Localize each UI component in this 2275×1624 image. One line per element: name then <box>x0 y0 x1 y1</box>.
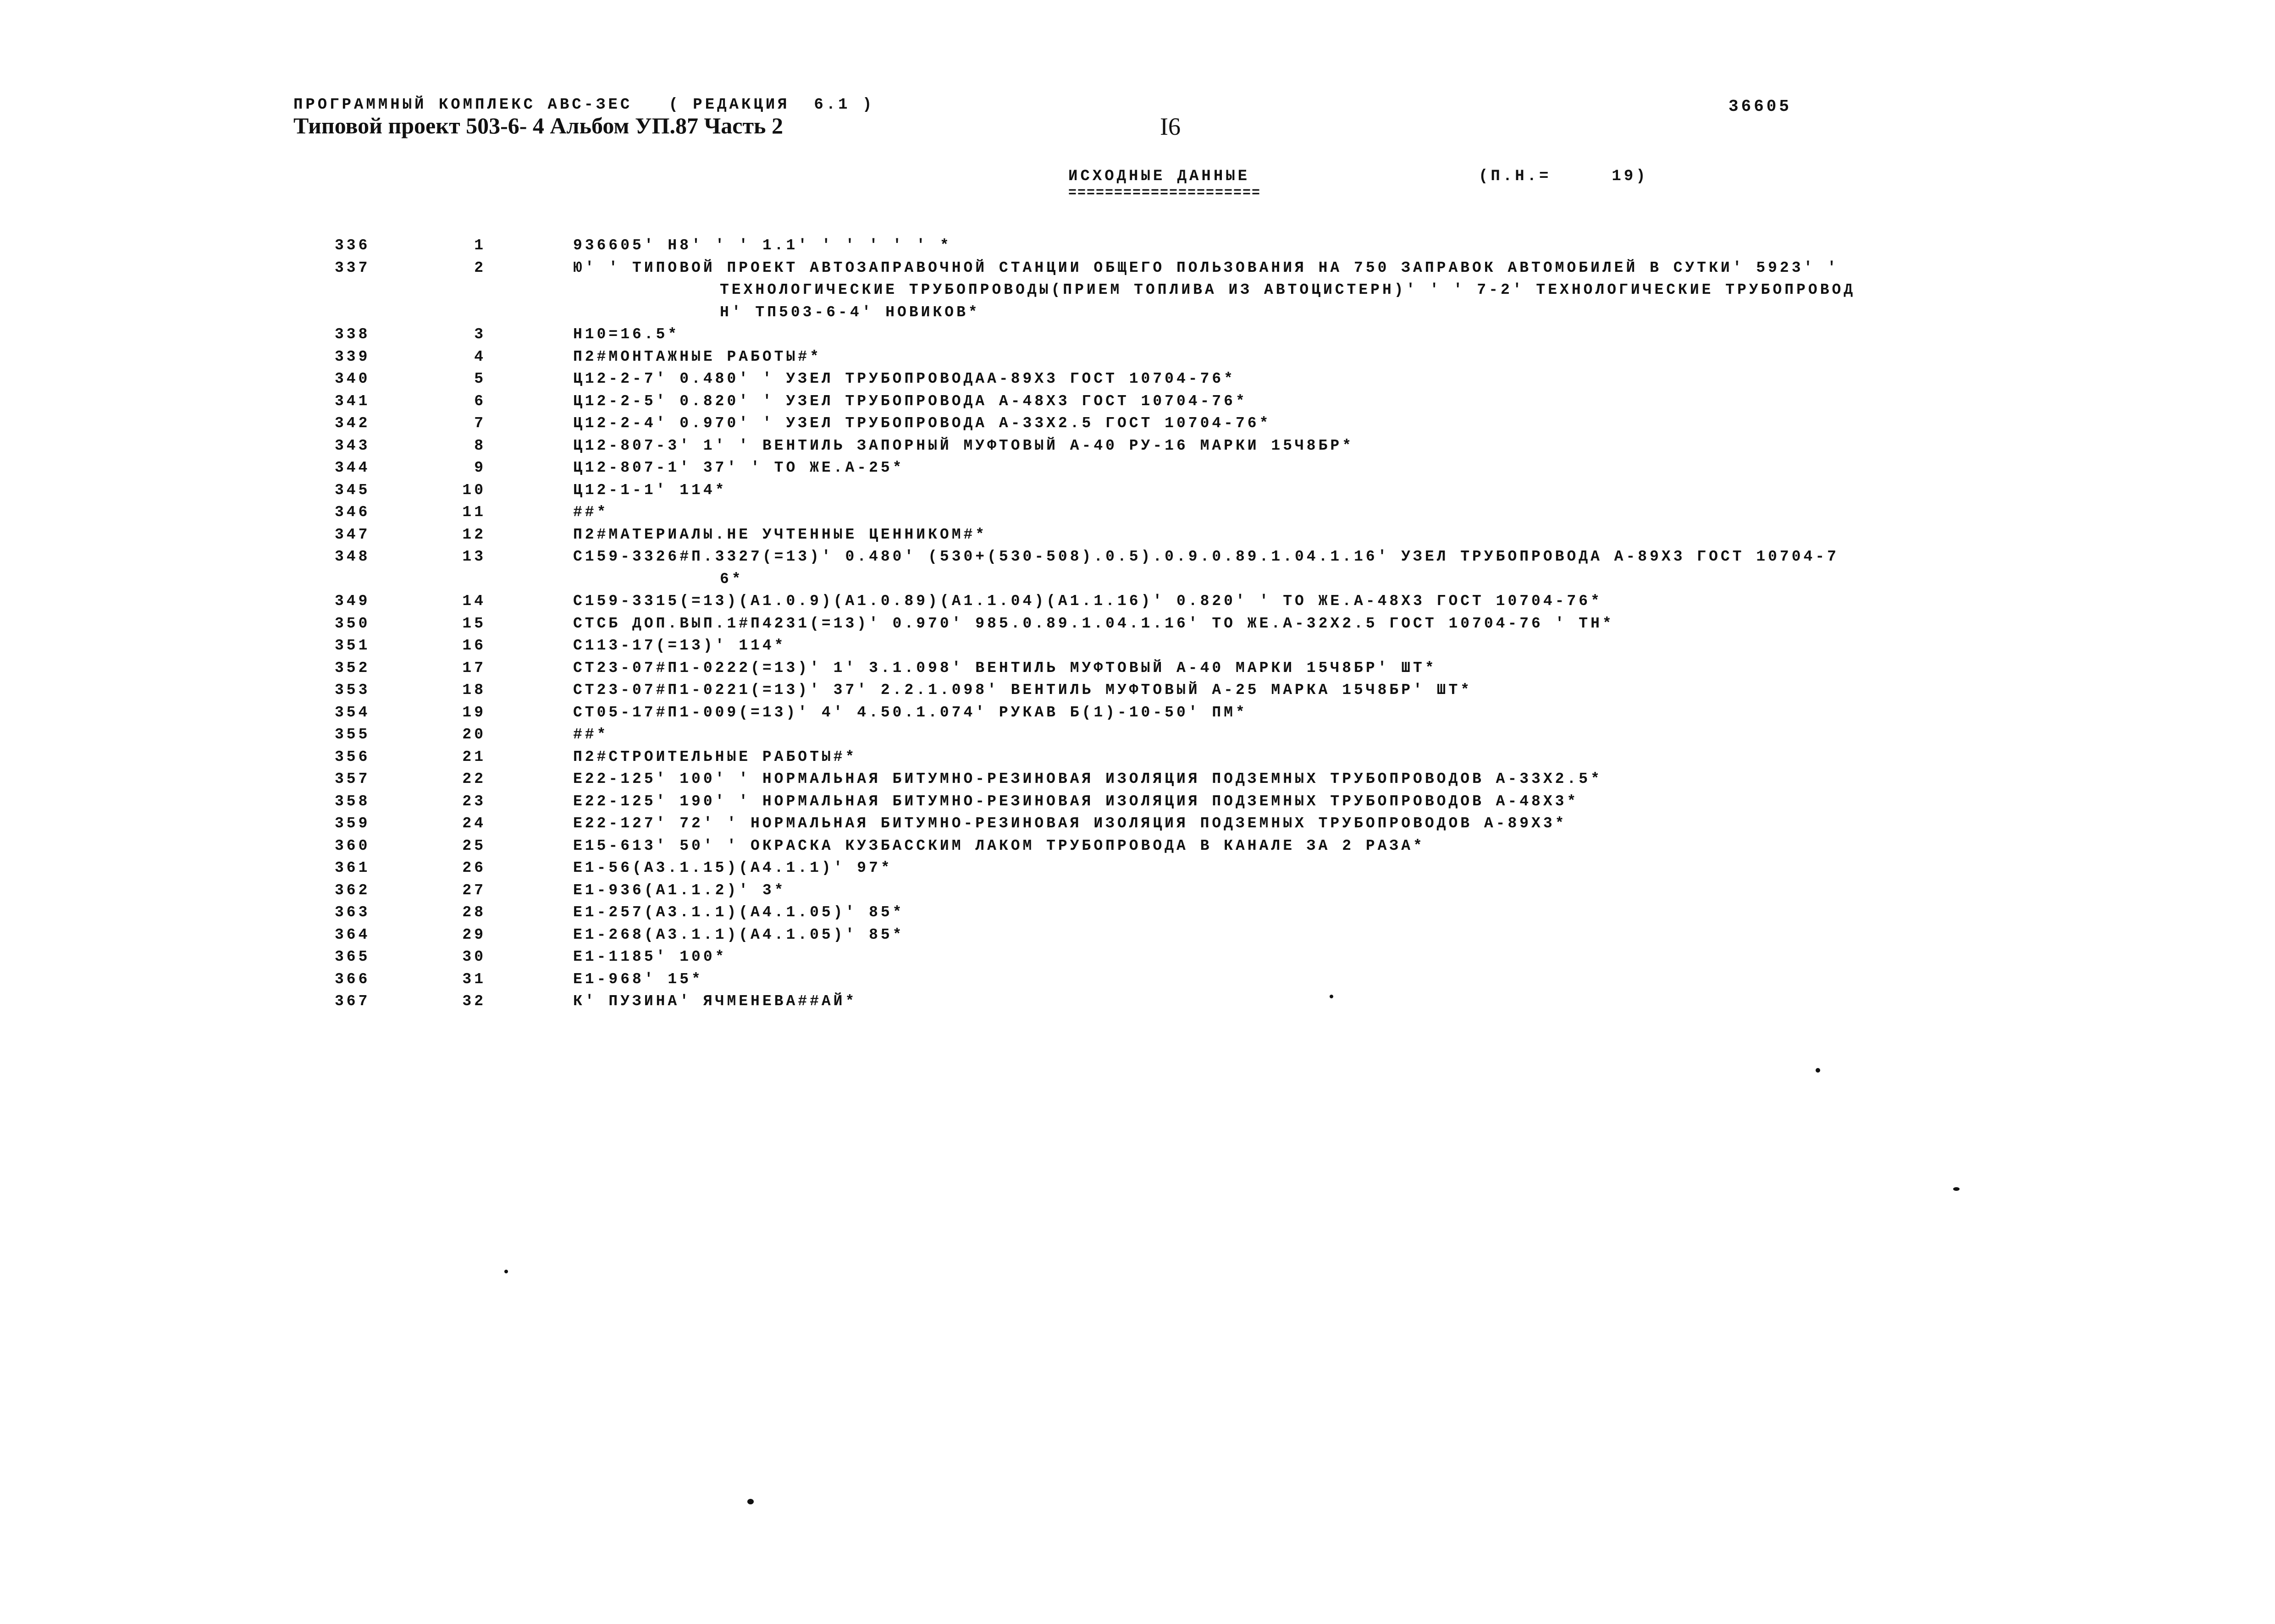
record-text-main: К' ПУЗИНА' ЯЧМЕНЕВА##АЙ* <box>573 993 857 1010</box>
record-text <box>573 368 2275 391</box>
sequence-number: 10 <box>462 481 486 499</box>
sequence-number: 3 <box>474 326 486 343</box>
record-text-main: Е1-268(А3.1.1)(А4.1.05)' 85* <box>573 926 905 943</box>
line-number: 367 <box>335 993 370 1010</box>
listing-row <box>275 546 2036 590</box>
listing-row <box>275 235 2036 257</box>
line-number: 344 <box>335 459 370 476</box>
listing-row <box>275 391 2036 413</box>
record-text-main: С159-3315(=13)(А1.0.9)(А1.0.89)(А1.1.04)(А1.1.16)' 0.820' ' ТО ЖЕ.А-48Х3 ГОСТ 10704-76* <box>573 593 1602 610</box>
listing-row <box>275 457 2036 479</box>
line-number: 365 <box>335 948 370 965</box>
record-text-main: Е1-56(А3.1.15)(А4.1.1)' 97* <box>573 859 893 876</box>
line-number: 339 <box>335 348 370 365</box>
record-text-main: С113-17(=13)' 114* <box>573 637 786 654</box>
record-text <box>573 835 2275 858</box>
record-text-main: СТСБ ДОП.ВЫП.1#П4231(=13)' 0.970' 985.0.89.1.04.1.16' ТО ЖЕ.А-32Х2.5 ГОСТ 10704-76 ' ТН* <box>573 615 1614 632</box>
record-text-main: С159-3326#П.3327(=13)' 0.480' (530+(530-508).0.5).0.9.0.89.1.04.1.16' УЗЕЛ ТРУБОПРОВОДА А-89Х3 ГОСТ 10704-7 <box>573 548 1839 565</box>
record-text-main: П2#МАТЕРИАЛЫ.НЕ УЧТЕННЫЕ ЦЕННИКОМ#* <box>573 526 988 543</box>
record-text <box>573 346 2275 369</box>
line-number: 343 <box>335 437 370 454</box>
record-text-main: Е22-125' 100' ' НОРМАЛЬНАЯ БИТУМНО-РЕЗИНОВАЯ ИЗОЛЯЦИЯ ПОДЗЕМНЫХ ТРУБОПРОВОДОВ А-33Х2.5* <box>573 771 1602 787</box>
record-text <box>573 590 2275 613</box>
line-number: 337 <box>335 259 370 276</box>
sequence-number: 17 <box>462 659 486 677</box>
record-text-main: ##* <box>573 726 609 743</box>
record-text <box>573 457 2275 479</box>
line-number: 362 <box>335 881 370 899</box>
listing-row <box>275 613 2036 635</box>
record-text <box>573 791 2275 813</box>
sequence-number: 15 <box>462 615 486 632</box>
record-text <box>573 613 2275 635</box>
line-number: 342 <box>335 415 370 432</box>
record-text-main: П2#СТРОИТЕЛЬНЫЕ РАБОТЫ#* <box>573 748 857 765</box>
line-number: 346 <box>335 504 370 521</box>
listing-row <box>275 924 2036 947</box>
listing-row <box>275 857 2036 880</box>
record-text-main: СТ23-07#П1-0222(=13)' 1' 3.1.098' ВЕНТИЛЬ МУФТОВЫЙ А-40 МАРКИ 15Ч8БР' ШТ* <box>573 659 1437 677</box>
line-number: 347 <box>335 526 370 543</box>
listing-row <box>275 768 2036 791</box>
listing-row <box>275 679 2036 702</box>
program-header: ПРОГРАММНЫЙ КОМПЛЕКС АВС-ЗЕС ( РЕДАКЦИЯ 6.1 ) <box>293 96 875 114</box>
sequence-number: 9 <box>474 459 486 476</box>
section-title: ИСХОДНЫЕ ДАННЫЕ <box>1068 168 1250 185</box>
record-text-main: Ц12-807-3' 1' ' ВЕНТИЛЬ ЗАПОРНЫЙ МУФТОВЫЙ А-40 РУ-16 МАРКИ 15Ч8БР* <box>573 437 1354 454</box>
record-text-main: Ц12-2-5' 0.820' ' УЗЕЛ ТРУБОПРОВОДА А-48Х3 ГОСТ 10704-76* <box>573 392 1248 410</box>
sequence-number: 12 <box>462 526 486 543</box>
record-text <box>573 679 2275 702</box>
record-text <box>573 235 2275 257</box>
record-text-continuation: Н' ТП503-6-4' НОВИКОВ* <box>720 303 980 321</box>
sequence-number: 27 <box>462 881 486 899</box>
record-text <box>573 702 2275 724</box>
scan-speck <box>504 1270 508 1273</box>
line-number: 349 <box>335 593 370 610</box>
line-number: 353 <box>335 682 370 699</box>
record-text-main: Ц12-2-7' 0.480' ' УЗЕЛ ТРУБОПРОВОДАА-89Х3 ГОСТ 10704-76* <box>573 370 1236 387</box>
listing-row <box>275 435 2036 457</box>
line-number: 355 <box>335 726 370 743</box>
sequence-number: 32 <box>462 993 486 1010</box>
record-text <box>573 501 2275 524</box>
listing-row <box>275 791 2036 813</box>
record-text-main: Е1-968' 15* <box>573 970 703 988</box>
sequence-number: 21 <box>462 748 486 765</box>
record-text-main: СТ23-07#П1-0221(=13)' 37' 2.2.1.098' ВЕНТИЛЬ МУФТОВЫЙ А-25 МАРКА 15Ч8БР' ШТ* <box>573 682 1473 699</box>
record-text <box>573 880 2275 902</box>
listing-row <box>275 946 2036 969</box>
page-number: I6 <box>1160 113 1181 140</box>
line-number: 351 <box>335 637 370 654</box>
line-number: 348 <box>335 548 370 565</box>
record-text-continuation: ТЕХНОЛОГИЧЕСКИЕ ТРУБОПРОВОДЫ(ПРИЕМ ТОПЛИВА ИЗ АВТОЦИСТЕРН)' ' ' 7-2' ТЕХНОЛОГИЧЕСКИЕ ТРУБОПРОВОД <box>720 281 1856 298</box>
record-text <box>573 902 2275 924</box>
scan-speck <box>1953 1187 1960 1191</box>
record-text-main: Е1-1185' 100* <box>573 948 727 965</box>
record-text-main: 936605' Н8' ' ' 1.1' ' ' ' ' ' * <box>573 237 952 254</box>
line-number: 359 <box>335 815 370 832</box>
listing-row <box>275 969 2036 991</box>
record-text-main: Е22-127' 72' ' НОРМАЛЬНАЯ БИТУМНО-РЕЗИНОВАЯ ИЗОЛЯЦИЯ ПОДЗЕМНЫХ ТРУБОПРОВОДОВ А-89Х3* <box>573 815 1567 832</box>
listing-row <box>275 724 2036 746</box>
record-text <box>573 391 2275 413</box>
sequence-number: 29 <box>462 926 486 943</box>
record-text <box>573 524 2275 546</box>
sequence-number: 8 <box>474 437 486 454</box>
line-number: 341 <box>335 392 370 410</box>
document-title: Типовой проект 503-6- 4 Альбом УП.87 Часть 2 <box>293 113 783 138</box>
record-text <box>573 635 2275 657</box>
record-text <box>573 324 2275 346</box>
line-number: 345 <box>335 481 370 499</box>
line-number: 357 <box>335 771 370 787</box>
section-underline: ===================== <box>1068 185 1261 201</box>
line-number: 356 <box>335 748 370 765</box>
data-listing <box>275 235 2036 1013</box>
record-text-main: Е1-936(А1.1.2)' 3* <box>573 881 786 899</box>
section-ref: (П.Н.= 19) <box>1479 168 1648 185</box>
line-number: 363 <box>335 904 370 921</box>
record-text-main: Ц12-807-1' 37' ' ТО ЖЕ.А-25* <box>573 459 905 476</box>
record-text-main: Е22-125' 190' ' НОРМАЛЬНАЯ БИТУМНО-РЕЗИНОВАЯ ИЗОЛЯЦИЯ ПОДЗЕМНЫХ ТРУБОПРОВОДОВ А-48Х3* <box>573 793 1579 810</box>
record-text <box>573 546 2275 590</box>
record-text <box>573 813 2275 835</box>
listing-row <box>275 368 2036 391</box>
listing-row <box>275 635 2036 657</box>
listing-row <box>275 835 2036 858</box>
record-text-main: СТ05-17#П1-009(=13)' 4' 4.50.1.074' РУКАВ Б(1)-10-50' ПМ* <box>573 704 1248 721</box>
record-text <box>573 435 2275 457</box>
sequence-number: 20 <box>462 726 486 743</box>
record-text <box>573 857 2275 880</box>
sequence-number: 11 <box>462 504 486 521</box>
sequence-number: 14 <box>462 593 486 610</box>
line-number: 352 <box>335 659 370 677</box>
record-text-main: Ц12-2-4' 0.970' ' УЗЕЛ ТРУБОПРОВОДА А-33Х2.5 ГОСТ 10704-76* <box>573 415 1271 432</box>
document-code: 36605 <box>1728 97 1792 116</box>
listing-row <box>275 479 2036 502</box>
record-text-main: ##* <box>573 504 609 521</box>
record-text-main: Е15-613' 50' ' ОКРАСКА КУЗБАССКИМ ЛАКОМ ТРУБОПРОВОДА В КАНАЛЕ ЗА 2 РАЗА* <box>573 837 1425 854</box>
sequence-number: 13 <box>462 548 486 565</box>
listing-row <box>275 501 2036 524</box>
sequence-number: 19 <box>462 704 486 721</box>
line-number: 360 <box>335 837 370 854</box>
line-number: 364 <box>335 926 370 943</box>
listing-row <box>275 746 2036 769</box>
sequence-number: 1 <box>474 237 486 254</box>
record-text <box>573 479 2275 502</box>
scan-speck <box>1816 1068 1820 1073</box>
record-text <box>573 257 2275 324</box>
line-number: 358 <box>335 793 370 810</box>
line-number: 338 <box>335 326 370 343</box>
listing-row <box>275 991 2036 1013</box>
listing-row <box>275 813 2036 835</box>
listing-row <box>275 880 2036 902</box>
record-text-main: Н10=16.5* <box>573 326 680 343</box>
sequence-number: 4 <box>474 348 486 365</box>
record-text-main: Ц12-1-1' 114* <box>573 481 727 499</box>
record-text <box>573 924 2275 947</box>
record-text <box>573 969 2275 991</box>
listing-row <box>275 902 2036 924</box>
sequence-number: 23 <box>462 793 486 810</box>
record-text <box>573 768 2275 791</box>
listing-row <box>275 657 2036 680</box>
sequence-number: 22 <box>462 771 486 787</box>
sequence-number: 5 <box>474 370 486 387</box>
sequence-number: 18 <box>462 682 486 699</box>
record-text-main: Е1-257(А3.1.1)(А4.1.05)' 85* <box>573 904 905 921</box>
line-number: 350 <box>335 615 370 632</box>
listing-row <box>275 324 2036 346</box>
sequence-number: 7 <box>474 415 486 432</box>
record-text <box>573 746 2275 769</box>
sequence-number: 16 <box>462 637 486 654</box>
sequence-number: 2 <box>474 259 486 276</box>
sequence-number: 24 <box>462 815 486 832</box>
scan-speck <box>1330 995 1333 998</box>
record-text-main: П2#МОНТАЖНЫЕ РАБОТЫ#* <box>573 348 822 365</box>
line-number: 361 <box>335 859 370 876</box>
listing-row <box>275 702 2036 724</box>
line-number: 366 <box>335 970 370 988</box>
listing-row <box>275 413 2036 435</box>
line-number: 354 <box>335 704 370 721</box>
listing-row <box>275 257 2036 324</box>
record-text <box>573 991 2275 1013</box>
sequence-number: 26 <box>462 859 486 876</box>
sequence-number: 25 <box>462 837 486 854</box>
record-text <box>573 946 2275 969</box>
record-text <box>573 657 2275 680</box>
record-text <box>573 724 2275 746</box>
record-text <box>573 413 2275 435</box>
listing-row <box>275 590 2036 613</box>
record-text-main: Ю' ' ТИПОВОЙ ПРОЕКТ АВТОЗАПРАВОЧНОЙ СТАНЦИИ ОБЩЕГО ПОЛЬЗОВАНИЯ НА 750 ЗАПРАВОК АВТОМОБИЛЕЙ В СУТКИ' 5923' ' <box>573 259 1839 276</box>
sequence-number: 28 <box>462 904 486 921</box>
listing-row <box>275 346 2036 369</box>
line-number: 336 <box>335 237 370 254</box>
sequence-number: 6 <box>474 392 486 410</box>
listing-row <box>275 524 2036 546</box>
line-number: 340 <box>335 370 370 387</box>
sequence-number: 31 <box>462 970 486 988</box>
record-text-continuation: 6* <box>720 570 744 588</box>
scan-speck <box>747 1499 754 1504</box>
sequence-number: 30 <box>462 948 486 965</box>
